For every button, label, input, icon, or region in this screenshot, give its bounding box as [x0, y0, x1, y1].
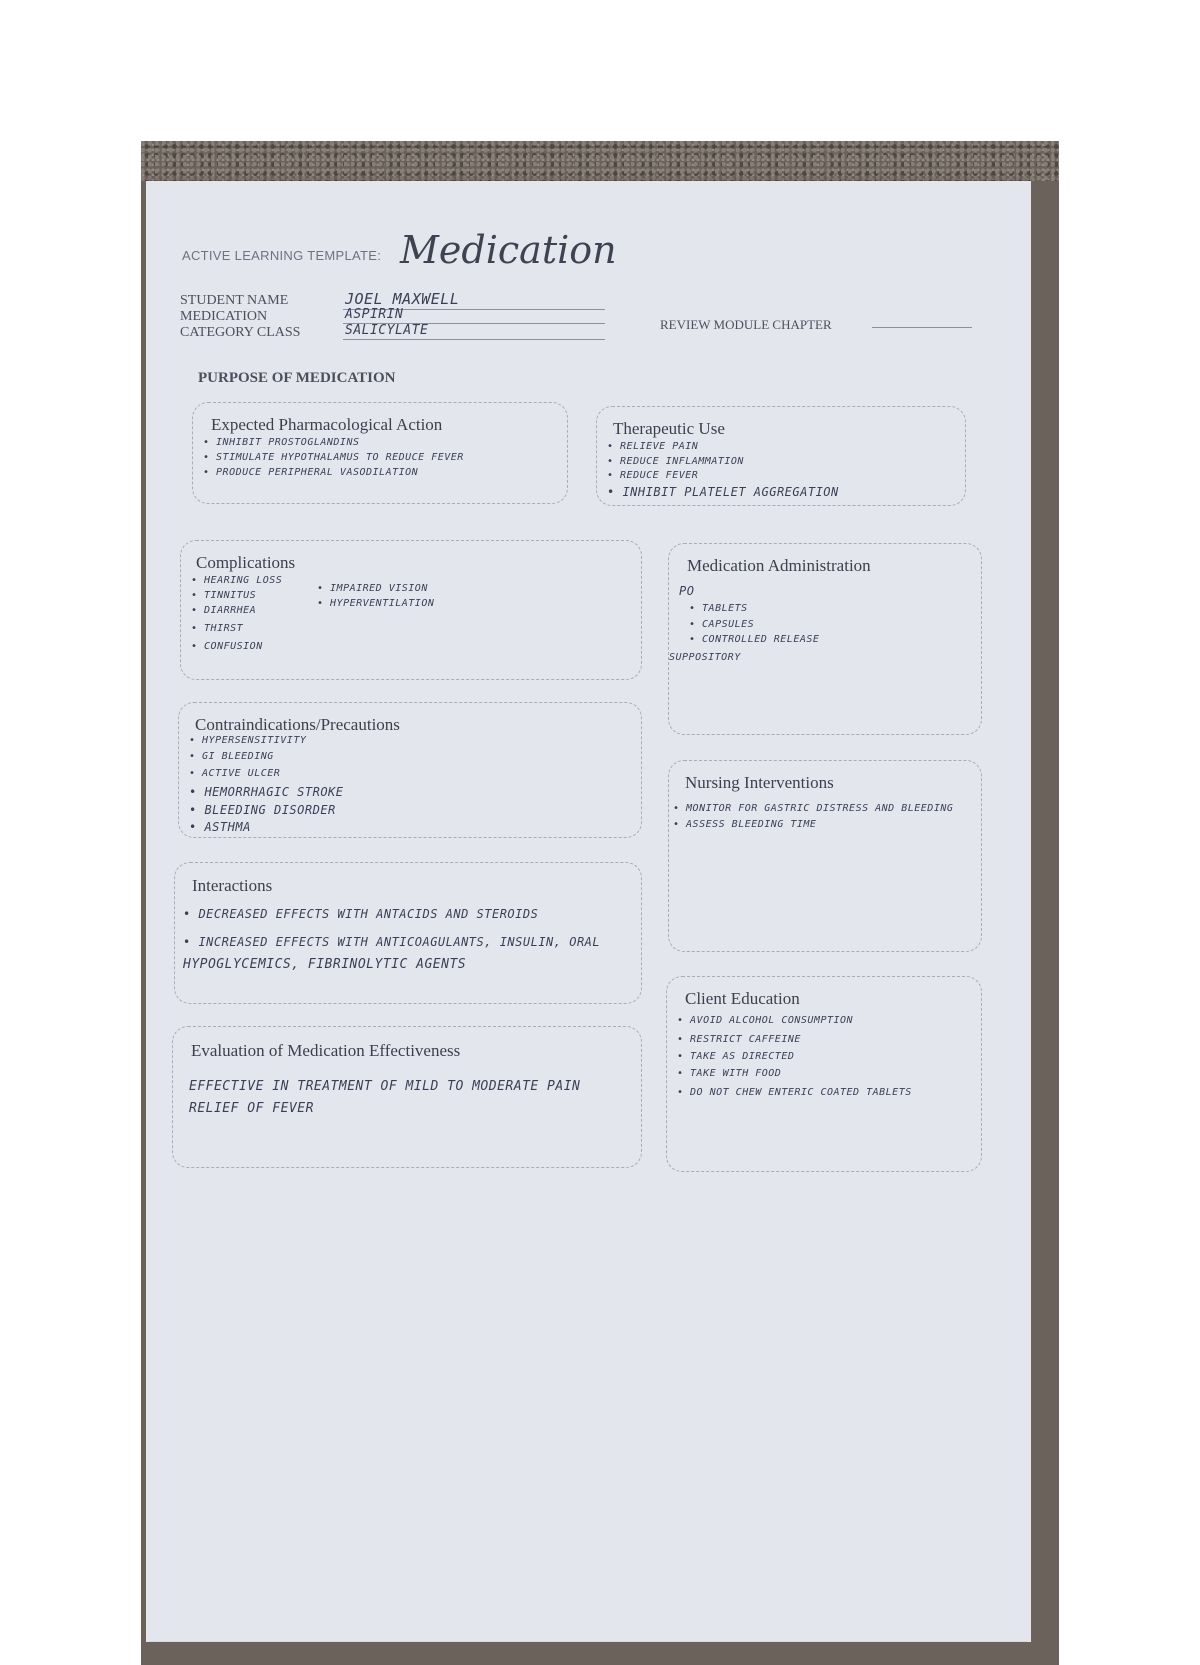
therapeutic-use-line: • REDUCE INFLAMMATION	[607, 456, 744, 467]
category-class-label: CATEGORY CLASS	[180, 325, 301, 340]
page-title: Medication	[400, 228, 617, 272]
complications-item: • HEARING LOSS	[191, 575, 283, 586]
evaluation-box	[172, 1026, 642, 1168]
evaluation-title: Evaluation of Medication Effectiveness	[191, 1041, 461, 1060]
contraindications-item: • ACTIVE ULCER	[189, 768, 281, 779]
interactions-line: • INCREASED EFFECTS WITH ANTICOAGULANTS, INSULIN, ORAL	[183, 935, 601, 949]
nursing-line: • MONITOR FOR GASTRIC DISTRESS AND BLEEDING	[673, 803, 954, 814]
expected-action-line: • INHIBIT PROSTOGLANDINS	[203, 437, 360, 448]
client-education-box	[666, 976, 982, 1172]
contraindications-box	[178, 702, 642, 838]
client-education-line: • RESTRICT CAFFEINE	[677, 1034, 801, 1045]
administration-line: • CONTROLLED RELEASE	[689, 634, 820, 645]
client-education-line: • TAKE WITH FOOD	[677, 1068, 782, 1079]
administration-line: • TABLETS	[689, 603, 748, 614]
complications-item: • THIRST	[191, 623, 244, 634]
administration-line: SUPPOSITORY	[669, 652, 741, 663]
category-class-value: SALICYLATE	[345, 323, 429, 338]
evaluation-line: RELIEF OF FEVER	[189, 1101, 314, 1116]
interactions-line: HYPOGLYCEMICS, FIBRINOLYTIC AGENTS	[183, 957, 467, 972]
expected-action-title: Expected Pharmacological Action	[211, 415, 443, 434]
client-education-line: • AVOID ALCOHOL CONSUMPTION	[677, 1015, 854, 1026]
complications-item: • DIARRHEA	[191, 605, 257, 616]
contraindications-item: • GI BLEEDING	[189, 751, 274, 762]
administration-title: Medication Administration	[687, 556, 871, 575]
administration-line: • CAPSULES	[689, 619, 755, 630]
client-education-title: Client Education	[685, 989, 800, 1008]
complications-item: • TINNITUS	[191, 590, 257, 601]
complications-item: • HYPERVENTILATION	[317, 598, 435, 609]
carpet-left-edge	[141, 181, 146, 1642]
complications-title: Complications	[196, 553, 296, 572]
therapeutic-use-line: • INHIBIT PLATELET AGGREGATION	[607, 485, 839, 499]
expected-action-line: • STIMULATE HYPOTHALAMUS TO REDUCE FEVER	[203, 452, 464, 463]
student-name-value: JOEL MAXWELL	[345, 290, 460, 308]
student-name-label: STUDENT NAME	[180, 293, 289, 308]
interactions-line: • DECREASED EFFECTS WITH ANTACIDS AND STEROIDS	[183, 907, 539, 921]
expected-action-line: • PRODUCE PERIPHERAL VASODILATION	[203, 467, 419, 478]
therapeutic-use-line: • RELIEVE PAIN	[607, 441, 699, 452]
medication-label: MEDICATION	[180, 309, 268, 324]
review-module-chapter-line	[872, 327, 972, 328]
therapeutic-use-title: Therapeutic Use	[613, 419, 725, 438]
complications-item: • IMPAIRED VISION	[317, 583, 428, 594]
category-class-underline	[343, 339, 605, 340]
contraindications-title: Contraindications/Precautions	[195, 715, 400, 734]
administration-line: PO	[679, 584, 695, 598]
evaluation-line: EFFECTIVE IN TREATMENT OF MILD TO MODERATE PAIN	[189, 1079, 581, 1094]
administration-box	[668, 543, 982, 735]
therapeutic-use-box	[596, 406, 966, 506]
interactions-title: Interactions	[192, 876, 273, 895]
medication-value: ASPIRIN	[345, 307, 404, 322]
nursing-box	[668, 760, 982, 952]
contraindications-item: • HYPERSENSITIVITY	[189, 735, 307, 746]
complications-item: • CONFUSION	[191, 641, 263, 652]
interactions-box	[174, 862, 642, 1004]
nursing-line: • ASSESS BLEEDING TIME	[673, 819, 817, 830]
carpet-right-edge	[1031, 181, 1059, 1642]
client-education-line: • TAKE AS DIRECTED	[677, 1051, 795, 1062]
nursing-title: Nursing Interventions	[685, 773, 834, 792]
therapeutic-use-line: • REDUCE FEVER	[607, 470, 699, 481]
carpet-bottom-edge	[141, 1642, 1059, 1665]
purpose-heading: PURPOSE OF MEDICATION	[198, 370, 396, 386]
contraindications-item: • BLEEDING DISORDER	[189, 803, 336, 817]
contraindications-item: • HEMORRHAGIC STROKE	[189, 785, 344, 799]
contraindications-item: • ASTHMA	[189, 820, 251, 834]
complications-box	[180, 540, 642, 680]
template-label: ACTIVE LEARNING TEMPLATE:	[182, 248, 382, 263]
client-education-line: • DO NOT CHEW ENTERIC COATED TABLETS	[677, 1087, 912, 1098]
expected-action-box	[192, 402, 568, 504]
review-module-chapter-label: REVIEW MODULE CHAPTER	[660, 317, 832, 332]
